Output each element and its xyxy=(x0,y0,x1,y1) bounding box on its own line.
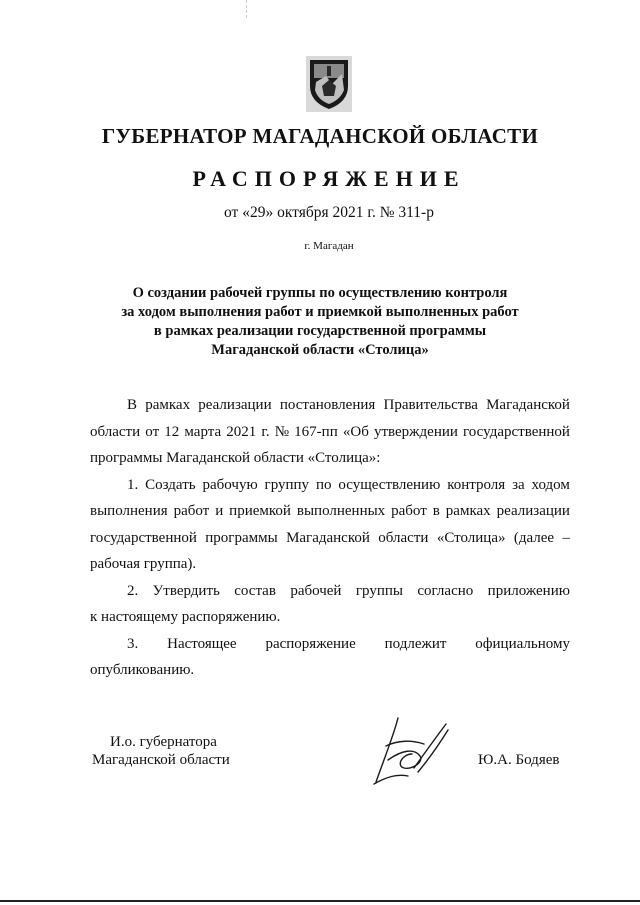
word: приложению xyxy=(487,582,570,599)
word: 2. xyxy=(127,582,139,599)
signatory-position-line-1: И.о. губернатора xyxy=(110,734,217,750)
signatory-position-line-2: Магаданской области xyxy=(92,752,230,768)
word: В xyxy=(127,397,138,413)
signatory-name: Ю.А. Бодяев xyxy=(478,752,560,768)
word: состав xyxy=(234,582,276,599)
word: утверждении xyxy=(373,423,458,440)
signatory-position xyxy=(92,733,230,769)
document-date-number: от «29» октября 2021 г. № 311-р xyxy=(224,204,434,221)
word: 2021 xyxy=(226,423,257,440)
document-subject xyxy=(0,284,640,360)
word: Магаданской xyxy=(486,397,570,413)
word: работ xyxy=(173,503,210,519)
word: рабочей xyxy=(290,582,342,599)
handwritten-signature xyxy=(368,710,452,790)
word: государственной xyxy=(463,423,570,440)
word: Магаданской xyxy=(286,529,370,546)
word: 1. xyxy=(127,476,139,493)
preamble-line-3: программы Магаданской области «Столица»: xyxy=(90,450,381,466)
word: рамках xyxy=(445,503,491,519)
word: официальному xyxy=(475,635,570,652)
word: выполненных xyxy=(296,503,386,519)
word: рабочую xyxy=(202,476,258,493)
word: группы xyxy=(355,582,403,599)
word: от xyxy=(145,423,160,440)
item-1-line-1 xyxy=(90,472,570,499)
subject-line: О создании рабочей группы по осуществлению контроля xyxy=(132,285,508,301)
word: области xyxy=(90,423,141,440)
word: реализации xyxy=(198,397,272,413)
coat-of-arms-icon xyxy=(306,56,352,112)
word: – xyxy=(562,529,570,546)
word: «Об xyxy=(342,423,369,440)
item-3-line-1 xyxy=(90,631,570,658)
subject-line: в рамках реализации государственной программы xyxy=(153,323,487,339)
word: 12 xyxy=(164,423,180,440)
item-2-line-2: к настоящему распоряжению. xyxy=(90,609,281,625)
word: (далее xyxy=(513,529,555,546)
word: подлежит xyxy=(384,635,447,652)
word: работ xyxy=(391,503,427,519)
word: рамках xyxy=(145,397,191,413)
subject-line: Магаданской области «Столица» xyxy=(211,342,429,358)
item-1-line-4: рабочая группа). xyxy=(90,556,197,572)
word: за xyxy=(512,476,525,493)
document-type: РАСПОРЯЖЕНИЕ xyxy=(192,166,466,191)
word: группу xyxy=(264,476,310,493)
word: «Столица» xyxy=(436,529,506,546)
word: и xyxy=(215,503,224,519)
word: ходом xyxy=(531,476,570,493)
word: согласно xyxy=(417,582,474,599)
word: распоряжение xyxy=(265,635,356,652)
document-city: г. Магадан xyxy=(304,240,354,252)
word: марта xyxy=(184,423,222,440)
page-bottom-rule xyxy=(0,900,640,902)
word: г. xyxy=(261,423,270,440)
word: выполнения xyxy=(90,503,168,519)
document-body xyxy=(90,392,570,684)
word: контроля xyxy=(447,476,506,493)
item-1-line-2 xyxy=(90,498,570,525)
word: Создать xyxy=(145,476,196,493)
word: государственной xyxy=(90,529,197,546)
word: области xyxy=(378,529,429,546)
item-2-line-1 xyxy=(90,578,570,605)
word: постановления xyxy=(279,397,376,413)
word: реализации xyxy=(496,503,570,519)
scan-artifact xyxy=(246,0,248,18)
word: 167-пп xyxy=(294,423,338,440)
word: Настоящее xyxy=(167,635,237,652)
subject-line: за ходом выполнения работ и приемкой выполненных работ xyxy=(121,304,519,320)
word: 3. xyxy=(127,635,139,652)
word: по xyxy=(315,476,332,493)
word: в xyxy=(432,503,440,519)
preamble-line-1 xyxy=(90,392,570,419)
word: Утвердить xyxy=(152,582,220,599)
item-3-line-2: опубликованию. xyxy=(90,662,195,678)
word: приемкой xyxy=(229,503,291,519)
word: осуществлению xyxy=(338,476,441,493)
item-1-line-3 xyxy=(90,525,570,552)
issuing-authority: ГУБЕРНАТОР МАГАДАНСКОЙ ОБЛАСТИ xyxy=(101,124,539,148)
word: № xyxy=(274,423,290,440)
preamble-line-2 xyxy=(90,419,570,446)
word: программы xyxy=(205,529,278,546)
word: Правительства xyxy=(383,397,478,413)
